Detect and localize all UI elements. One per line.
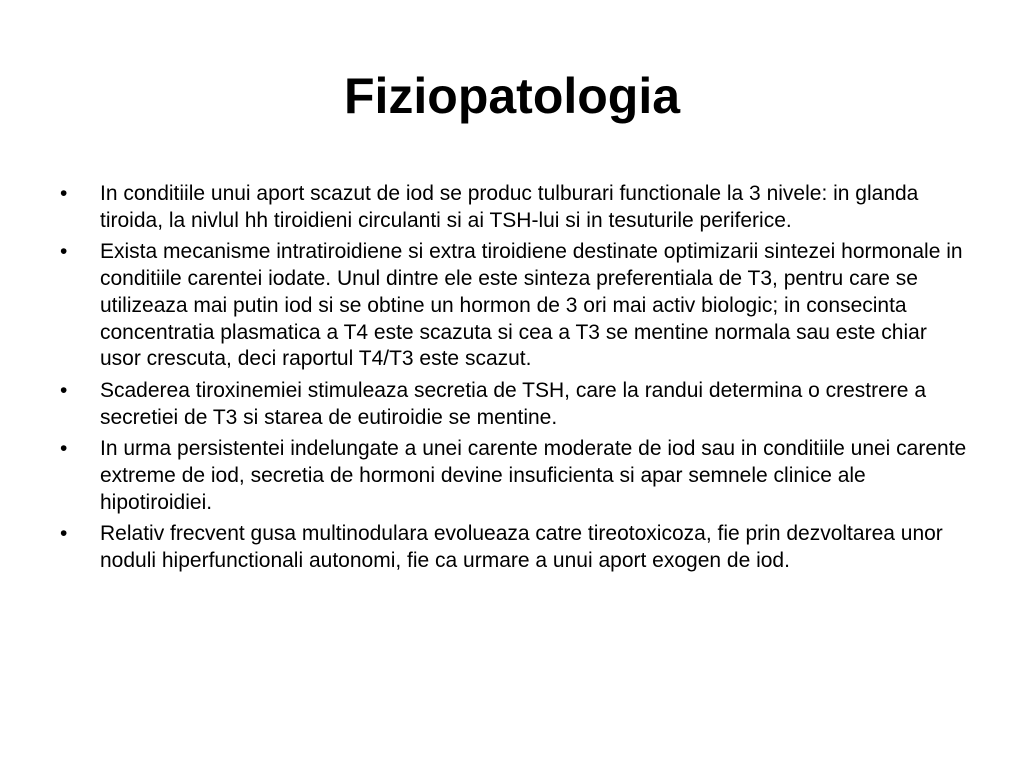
bullet-item	[60, 181, 970, 234]
bullet-item	[60, 436, 970, 516]
bullet-marker: •	[60, 522, 68, 546]
bullet-text: Exista mecanisme intratiroidiene si extra tiroidiene destinate optimizarii sintezei hormonale in conditiile carentei iodate. Unul dintre ele este sinteza preferentiala de T3, pentru care se utilizeaza mai putin iod si se obtine un hormon de 3 ori mai activ biologic; in consecinta concentratia plasmatica a T4 este scazuta si cea a T3 se mentine normala sau este chiar usor crescuta, deci raportul T4/T3 este scazut.	[100, 240, 963, 371]
bullet-item	[60, 521, 970, 574]
bullet-marker: •	[60, 240, 68, 264]
bullet-text: Scaderea tiroxinemiei stimuleaza secretia de TSH, care la randui determina o crestrere a secretiei de T3 si starea de eutiroidie se mentine.	[100, 378, 926, 429]
bullet-marker: •	[60, 378, 68, 402]
bullet-list	[60, 181, 970, 580]
bullet-marker: •	[60, 437, 68, 461]
bullet-text: In urma persistentei indelungate a unei carente moderate de iod sau in conditiile unei carente extreme de iod, secretia de hormoni devine insuficienta si apar semnele clinice ale hipotiroidiei.	[100, 437, 967, 514]
bullet-text: In conditiile unui aport scazut de iod se produc tulburari functionale la 3 nivele: in glanda tiroida, la nivlul hh tiroidieni circulanti si ai TSH-lui si in tesuturile periferice.	[100, 182, 919, 232]
bullet-marker: •	[60, 182, 68, 205]
slide-title: Fiziopatologia	[343, 68, 681, 124]
bullet-item	[60, 378, 970, 431]
bullet-text: Relativ frecvent gusa multinodulara evolueaza catre tireotoxicoza, fie prin dezvoltarea unor noduli hiperfunctionali autonomi, fie ca urmare a unui aport exogen de iod.	[100, 522, 943, 573]
bullet-item	[60, 239, 970, 373]
